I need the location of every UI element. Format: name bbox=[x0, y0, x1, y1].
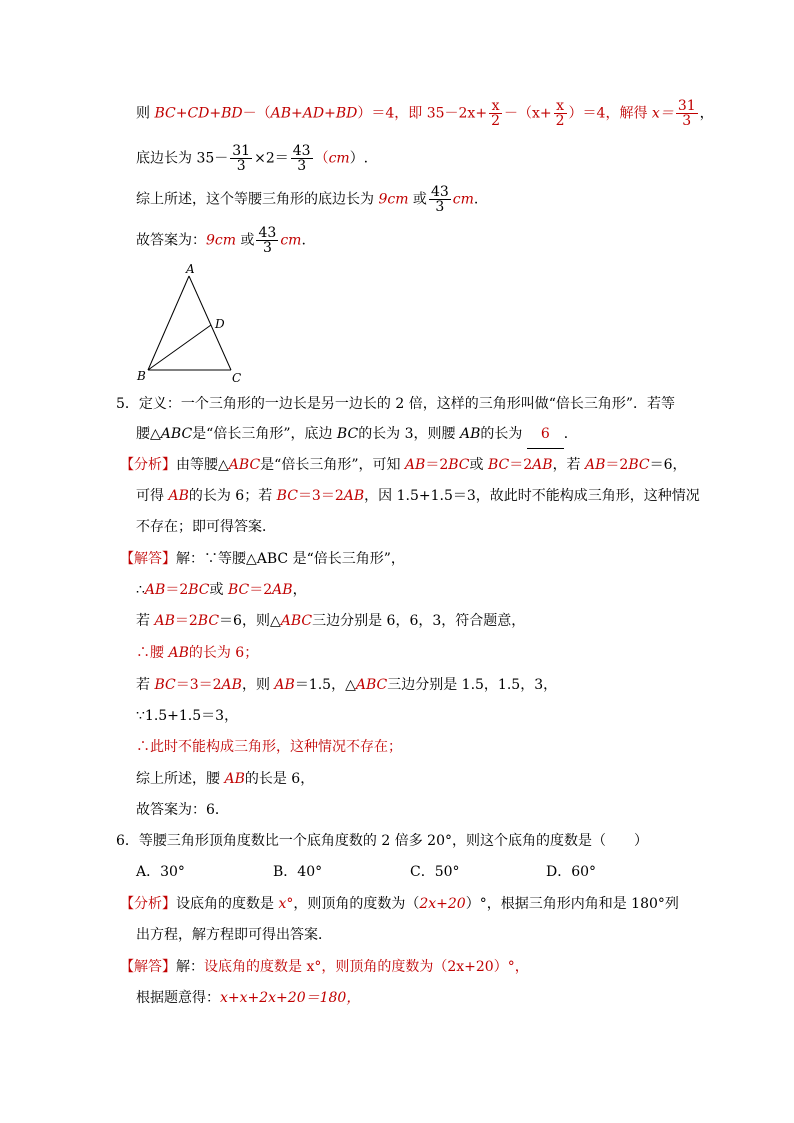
q5-solution-line-6: ∵1.5+1.5＝3， bbox=[136, 708, 239, 724]
analysis-tag: 【分析】 bbox=[120, 457, 176, 473]
q5-analysis-line-3: 不存在；即可得答案． bbox=[136, 519, 276, 535]
triangle-figure bbox=[130, 262, 250, 386]
q5-solution-line-3: 若 AB＝2BC＝6，则△ABC三边分别是 6，6，3，符合题意， bbox=[136, 613, 526, 629]
fraction: $\frac{43}{3}$ bbox=[430, 184, 449, 215]
fraction: $\frac{43}{3}$ bbox=[258, 225, 277, 256]
q5-solution-line-2: ∴AB＝2BC或 BC＝2AB， bbox=[136, 582, 307, 598]
q5-solution-line-1: 【解答】解：∵等腰△ABC 是“倍长三角形”， bbox=[120, 551, 405, 567]
q6-solution-line-1: 【解答】解：设底角的度数是 x°，则顶角的度数为（2x+20）°， bbox=[120, 959, 529, 975]
q5-line-2: 腰△ABC是“倍长三角形”，底边 BC的长为 3，则腰 AB的长为 6 ． bbox=[136, 420, 578, 448]
q6-option-d: D．60° bbox=[546, 864, 597, 880]
q6-analysis-line-1: 【分析】设底角的度数是 x°，则顶角的度数为（2x+20）°，根据三角形内角和是 180°列 bbox=[120, 896, 679, 912]
fraction: $\frac{31}{3}$ bbox=[677, 98, 696, 129]
label-c: C bbox=[232, 371, 242, 385]
q5-solution-line-8: 综上所述，腰 AB的长是 6， bbox=[136, 771, 315, 787]
q6-stem: 6．等腰三角形顶角度数比一个底角度数的 2 倍多 20°，则这个底角的度数是（ ） bbox=[116, 833, 648, 849]
solution-line-2: 底边长为 35－ $\frac{31}{3}$ ×2＝ $\frac{43}{3}$ （cm）. bbox=[136, 143, 369, 174]
solution-line-3: 综上所述，这个等腰三角形的底边长为 9cm 或 $\frac{43}{3}$ cm. bbox=[136, 184, 479, 215]
q5-line-1: 5．定义：一个三角形的一边长是另一边长的 2 倍，这样的三角形叫做“倍长三角形”．若等 bbox=[116, 396, 676, 412]
q6-analysis-line-2: 出方程，解方程即可得出答案． bbox=[136, 927, 332, 943]
q5-answer-line: 故答案为：6． bbox=[136, 802, 229, 818]
q5-solution-line-7: ∴此时不能构成三角形，这种情况不存在； bbox=[136, 739, 402, 755]
solution-tag: 【解答】 bbox=[120, 551, 176, 567]
q6-solution-line-2: 根据题意得：x+x+2x+20＝180， bbox=[136, 990, 361, 1006]
label-d: D bbox=[215, 317, 225, 331]
q5-analysis-line-2: 可得 AB的长为 6；若 BC＝3＝2AB，因 1.5+1.5＝3，故此时不能构成三角形，这种情况 bbox=[136, 488, 700, 504]
q6-option-c: C．50° bbox=[410, 864, 460, 880]
q6-option-b: B．40° bbox=[273, 864, 323, 880]
solution-tag: 【解答】 bbox=[120, 959, 176, 975]
side-ac bbox=[189, 276, 231, 370]
fraction: $\frac{31}{3}$ bbox=[232, 143, 251, 174]
analysis-tag: 【分析】 bbox=[120, 896, 176, 912]
fraction: $\frac{x}{2}$ bbox=[555, 98, 565, 129]
q5-analysis-line-1: 【分析】由等腰△ABC是“倍长三角形”，可知 AB＝2BC或 BC＝2AB，若 AB＝2BC＝6， bbox=[120, 457, 687, 473]
q6-option-a: A．30° bbox=[136, 864, 185, 880]
answer-line: 故答案为：9cm 或 $\frac{43}{3}$ cm. bbox=[136, 225, 306, 256]
fraction: $\frac{x}{2}$ bbox=[491, 98, 500, 129]
answer-blank: 6 bbox=[527, 420, 564, 449]
q5-solution-line-4: ∴腰 AB的长为 6； bbox=[136, 645, 259, 661]
label-a: A bbox=[186, 262, 195, 276]
fraction: $\frac{43}{3}$ bbox=[292, 143, 311, 174]
solution-line-1: 则 BC+CD+BD－（AB+AD+BD）＝4，即 35－2x+ $\frac{x}{2}$ －（x+ $\frac{x}{2}$ ）＝4，解得 x＝ $\frac{31}{3}$ ， bbox=[136, 98, 714, 129]
q5-solution-line-5: 若 BC＝3＝2AB，则 AB＝1.5，△ABC三边分别是 1.5，1.5，3， bbox=[136, 677, 558, 693]
label-b: B bbox=[137, 369, 146, 383]
